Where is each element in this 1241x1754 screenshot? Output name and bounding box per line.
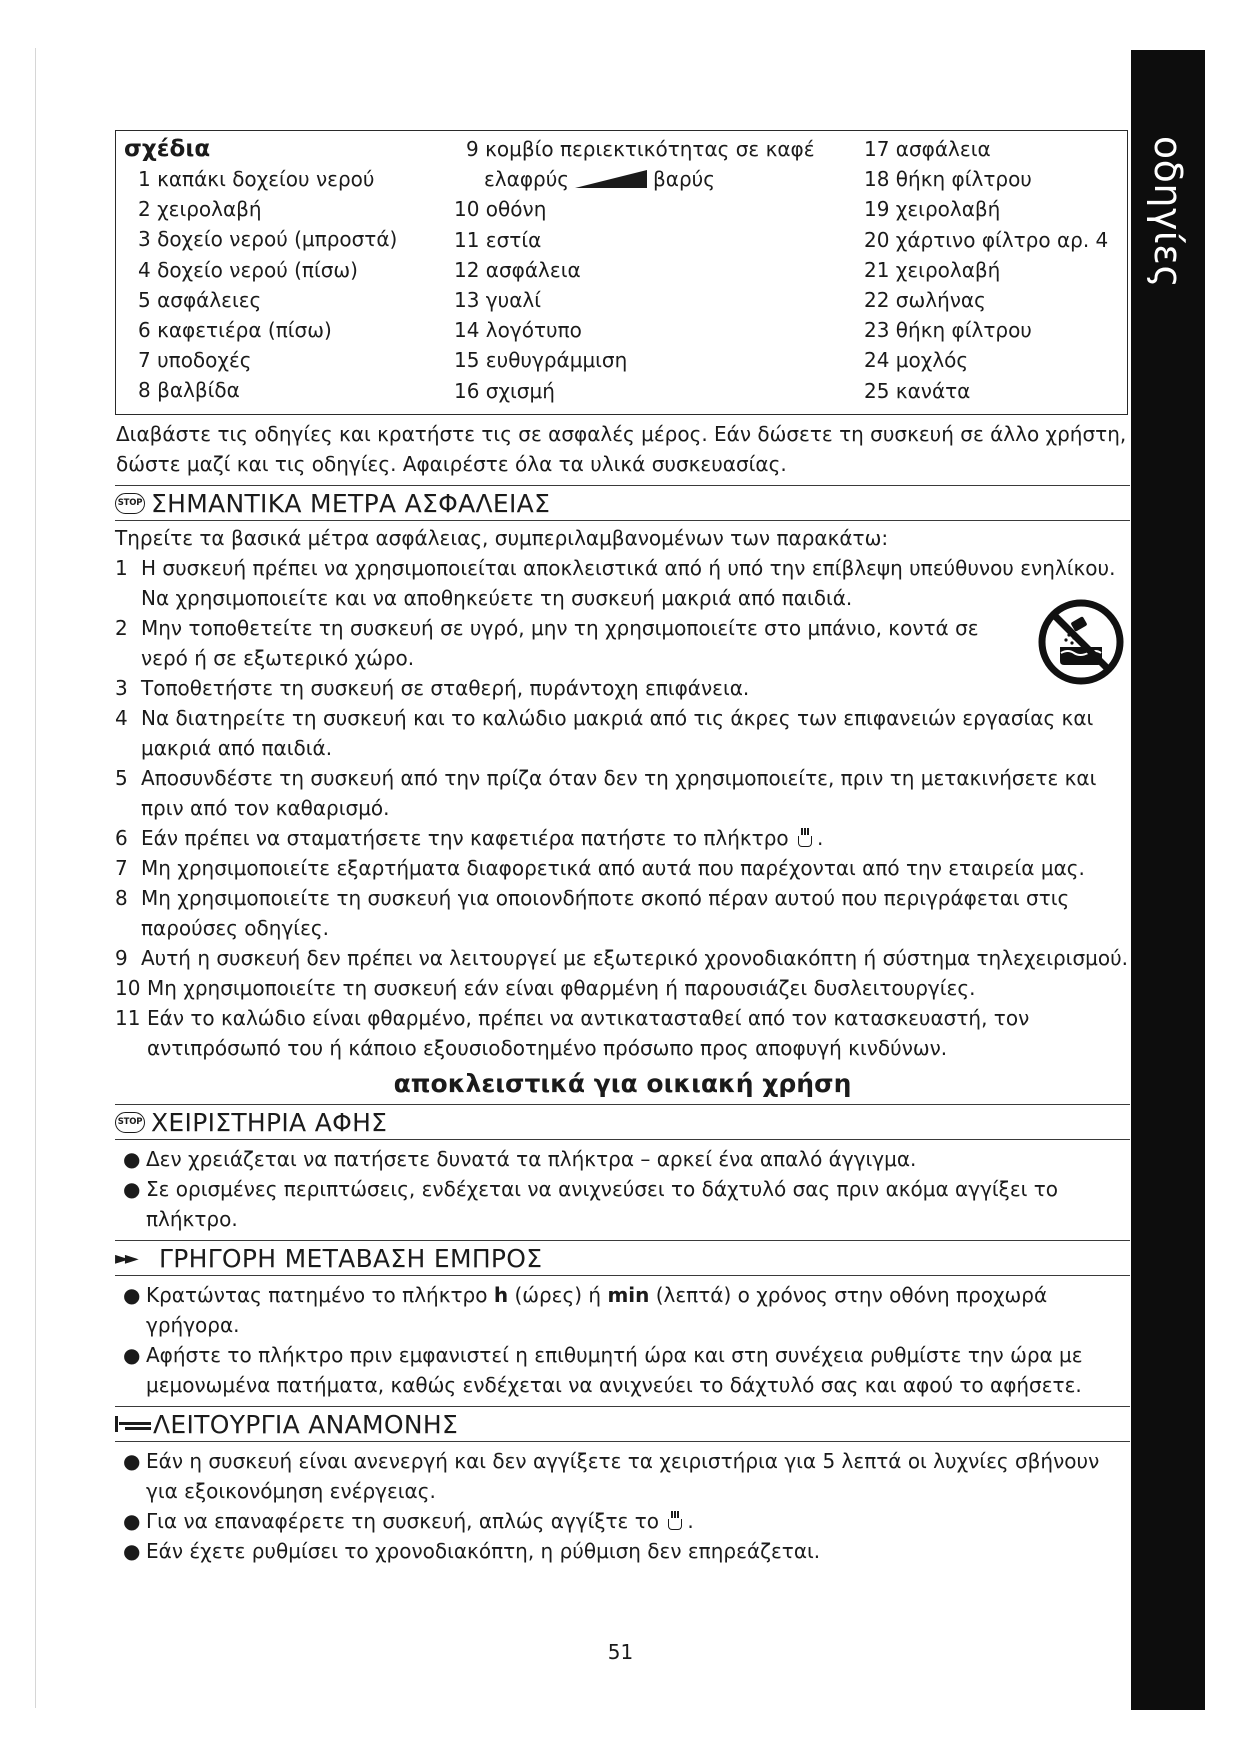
- safety-item: [115, 763, 1130, 823]
- parts-item: 4 δοχείο νερού (πίσω): [138, 257, 358, 282]
- item-text: Για να επαναφέρετε τη συσκευή, απλώς αγγίξτε το: [146, 1509, 659, 1533]
- safety-item: [115, 883, 1130, 943]
- safety-item: [115, 553, 1130, 613]
- item-text: (λεπτά) ο χρόνος στην οθόνη προχωρά γρήγορα.: [146, 1283, 1048, 1337]
- bullet-icon: ●: [123, 1509, 141, 1533]
- item-number: 9: [115, 946, 128, 970]
- section-title: ΧΕΙΡΙΣΤΗΡΙΑ ΑΦΗΣ: [151, 1107, 388, 1137]
- strength-wedge-icon: [575, 170, 647, 188]
- stop-icon: STOP: [115, 493, 145, 514]
- stop-icon: STOP: [115, 1112, 145, 1133]
- intro-paragraph: Διαβάστε τις οδηγίες και κρατήστε τις σε ασφαλές μέρος. Εάν δώσετε τη συσκευή σε άλλο χρήστη, δώστε μαζί και τις οδηγίες. Αφαιρέστε όλα τα υλικά συσκευασίας.: [116, 422, 1127, 476]
- item-number: 2: [115, 616, 128, 640]
- strength-strong-label: βαρύς: [653, 167, 715, 192]
- parts-item: 17 ασφάλεια: [864, 137, 991, 161]
- parts-item: 3 δοχείο νερού (μπροστά): [138, 227, 398, 252]
- safety-section-header: [115, 485, 1130, 521]
- hour-key-label: h: [493, 1283, 509, 1307]
- page-content: [115, 130, 1130, 1570]
- item-number: 8: [115, 886, 128, 910]
- parts-column-1: [124, 134, 444, 406]
- parts-item: 12 ασφάλεια: [454, 257, 581, 282]
- list-item: [115, 1446, 1130, 1506]
- item-text: Εάν η συσκευή είναι ανενεργή και δεν αγγίξετε τα χειριστήρια για 5 λεπτά οι λυχνίες σβήνουν για εξοικονόμηση ενέργειας.: [146, 1449, 1100, 1503]
- item-text: Η συσκευή πρέπει να χρησιμοποιείται αποκλειστικά από ή υπό την επίβλεψη υπεύθυνου ενηλίκου. Να χρησιμοποιείτε και να αποθηκεύετε τη συσκευή μακριά από παιδιά.: [141, 556, 1116, 610]
- list-item: [115, 1280, 1130, 1340]
- item-number: 7: [115, 856, 128, 880]
- parts-item: 24 μοχλός: [864, 348, 969, 373]
- parts-item: 19 χειρολαβή: [864, 197, 1001, 222]
- item-text: Σε ορισμένες περιπτώσεις, ενδέχεται να ανιχνεύσει το δάχτυλό σας πριν ακόμα αγγίξει το πλήκτρο.: [146, 1177, 1059, 1231]
- safety-item: [115, 943, 1130, 973]
- item-number: 4: [115, 706, 128, 730]
- parts-column-3: [864, 134, 1129, 406]
- safety-item: [115, 673, 1130, 703]
- parts-item: 8 βαλβίδα: [138, 378, 240, 403]
- item-text: Τοποθετήστε τη συσκευή σε σταθερή, πυράντοχη επιφάνεια.: [141, 676, 750, 700]
- item-text: Εάν το καλώδιο είναι φθαρμένο, πρέπει να αντικατασταθεί από τον κατασκευαστή, τον αντιπρόσωπό του ή κάποιο εξουσιοδοτημένο πρόσωπο προς αποφυγή κινδύνων.: [147, 1006, 1030, 1060]
- item-number: 10: [115, 976, 141, 1000]
- parts-item: 6 καφετιέρα (πίσω): [138, 318, 332, 343]
- item-number: 6: [115, 826, 128, 850]
- touch-controls-section-header: [115, 1104, 1130, 1140]
- safety-item: [115, 613, 1130, 673]
- item-number: 3: [115, 676, 128, 700]
- parts-item: 11 εστία: [454, 227, 542, 252]
- parts-column-2: [454, 134, 874, 406]
- parts-item: 15 ευθυγράμμιση: [454, 348, 628, 373]
- item-text: Αφήστε το πλήκτρο πριν εμφανιστεί η επιθυμητή ώρα και στη συνέχεια ρυθμίστε την ώρα με μεμονωμένα πατήματα, καθώς ενδέχεται να ανιχνεύει το δάχτυλό σας και αφού το αφήσετε.: [146, 1343, 1083, 1397]
- item-number: 11: [115, 1006, 141, 1030]
- parts-item: 16 σχισμή: [454, 378, 555, 403]
- bullet-icon: ●: [123, 1283, 141, 1307]
- page-number: 51: [607, 1640, 634, 1664]
- list-item: [115, 1174, 1130, 1234]
- side-tab-label: οδηγίες: [1146, 135, 1190, 289]
- parts-item: 9 κομβίο περιεκτικότητας σε καφέ: [466, 137, 815, 161]
- standby-list: [115, 1446, 1130, 1566]
- side-tab: [1131, 50, 1205, 1710]
- standby-section-header: [115, 1406, 1130, 1442]
- safety-item: [115, 703, 1130, 763]
- parts-heading: σχέδια: [124, 136, 211, 162]
- parts-item: 20 χάρτινο φίλτρο αρ. 4: [864, 227, 1109, 252]
- parts-item: 23 θήκη φίλτρου: [864, 318, 1032, 343]
- parts-item: 18 θήκη φίλτρου: [864, 167, 1032, 192]
- item-text: Να διατηρείτε τη συσκευή και το καλώδιο μακριά από τις άκρες των επιφανειών εργασίας και μακριά από παιδιά.: [141, 706, 1094, 760]
- standby-bed-icon: [115, 1414, 153, 1434]
- item-text: Μη χρησιμοποιείτε τη συσκευή για οποιονδήποτε σκοπό πέραν αυτού που περιγράφεται στις παρούσες οδηγίες.: [141, 886, 1070, 940]
- parts-item: 14 λογότυπο: [454, 318, 582, 343]
- item-text: Μην τοποθετείτε τη συσκευή σε υγρό, μην τη χρησιμοποιείτε στο μπάνιο, κοντά σε νερό ή σε εξωτερικό χώρο.: [141, 616, 979, 670]
- fast-forward-icon: ►►: [115, 1247, 135, 1269]
- item-text: Εάν έχετε ρυθμίσει το χρονοδιακόπτη, η ρύθμιση δεν επηρεάζεται.: [146, 1539, 821, 1563]
- safety-item: [115, 1003, 1130, 1063]
- list-item: ● Για να επαναφέρετε τη συσκευή, απλώς αγγίξτε το .: [115, 1506, 1130, 1536]
- no-water-warning-icon: [1036, 597, 1126, 687]
- safety-lead: Τηρείτε τα βασικά μέτρα ασφάλειας, συμπεριλαμβανομένων των παρακάτω:: [115, 526, 889, 550]
- section-title: ΛΕΙΤΟΥΡΓΙΑ ΑΝΑΜΟΝΗΣ: [153, 1409, 459, 1439]
- parts-item: 1 καπάκι δοχείου νερού: [138, 167, 375, 191]
- household-use-note: αποκλειστικά για οικιακή χρήση: [393, 1069, 852, 1098]
- item-text: (ώρες) ή: [514, 1283, 602, 1307]
- item-text: Αυτή η συσκευή δεν πρέπει να λειτουργεί με εξωτερικό χρονοδιακόπτη ή σύστημα τηλεχειρισμού.: [141, 946, 1129, 970]
- touch-controls-list: [115, 1144, 1130, 1234]
- item-text: Κρατώντας πατημένο το πλήκτρο: [146, 1283, 488, 1307]
- bullet-icon: ●: [123, 1539, 141, 1563]
- parts-item: 21 χειρολαβή: [864, 257, 1001, 282]
- parts-item: 25 κανάτα: [864, 378, 971, 403]
- bullet-icon: ●: [123, 1449, 141, 1473]
- fast-forward-section-header: [115, 1240, 1130, 1276]
- item-text: Δεν χρειάζεται να πατήσετε δυνατά τα πλήκτρα – αρκεί ένα απαλό άγγιγμα.: [146, 1147, 917, 1171]
- parts-item: 7 υποδοχές: [138, 348, 252, 373]
- parts-item: 13 γυαλί: [454, 288, 542, 313]
- item-text: Εάν πρέπει να σταματήσετε την καφετιέρα πατήστε το πλήκτρο .: [141, 826, 824, 850]
- safety-item: [115, 823, 1130, 853]
- bullet-icon: ●: [123, 1177, 141, 1201]
- minute-key-label: min: [607, 1283, 650, 1307]
- strength-light-label: ελαφρύς: [484, 167, 570, 192]
- section-title: ΣΗΜΑΝΤΙΚΑ ΜΕΤΡΑ ΑΣΦΑΛΕΙΑΣ: [151, 488, 551, 518]
- safety-item: [115, 973, 1130, 1003]
- item-text: Μη χρησιμοποιείτε εξαρτήματα διαφορετικά από αυτά που παρέχονται από την εταιρεία μας.: [141, 856, 1085, 880]
- bullet-icon: ●: [123, 1147, 141, 1171]
- parts-item: 10 οθόνη: [454, 197, 547, 222]
- item-text-content: Εάν πρέπει να σταματήσετε την καφετιέρα πατήστε το πλήκτρο: [141, 826, 789, 850]
- item-text: Μη χρησιμοποιείτε τη συσκευή εάν είναι φθαρμένη ή παρουσιάζει δυσλειτουργίες.: [147, 976, 976, 1000]
- brew-key-icon: [666, 1511, 686, 1531]
- page-edge-line: [35, 48, 36, 1708]
- list-item: [115, 1536, 1130, 1566]
- item-text: Αποσυνδέστε τη συσκευή από την πρίζα όταν δεν τη χρησιμοποιείτε, πριν τη μετακινήσετε και πριν από τον καθαρισμό.: [141, 766, 1097, 820]
- fast-forward-list: [115, 1280, 1130, 1400]
- list-item: [115, 1144, 1130, 1174]
- list-item: [115, 1340, 1130, 1400]
- item-number: 5: [115, 766, 128, 790]
- section-title: ΓΡΗΓΟΡΗ ΜΕΤΑΒΑΣΗ ΕΜΠΡΟΣ: [159, 1243, 543, 1273]
- safety-item: [115, 853, 1130, 883]
- bullet-icon: ●: [123, 1343, 141, 1367]
- strength-scale: [454, 164, 874, 194]
- parts-list-box: [115, 130, 1128, 415]
- brew-key-icon: [796, 828, 816, 848]
- parts-item: 2 χειρολαβή: [138, 197, 262, 222]
- parts-item: 22 σωλήνας: [864, 288, 986, 313]
- item-number: 1: [115, 556, 128, 580]
- parts-item: 5 ασφάλειες: [138, 287, 262, 312]
